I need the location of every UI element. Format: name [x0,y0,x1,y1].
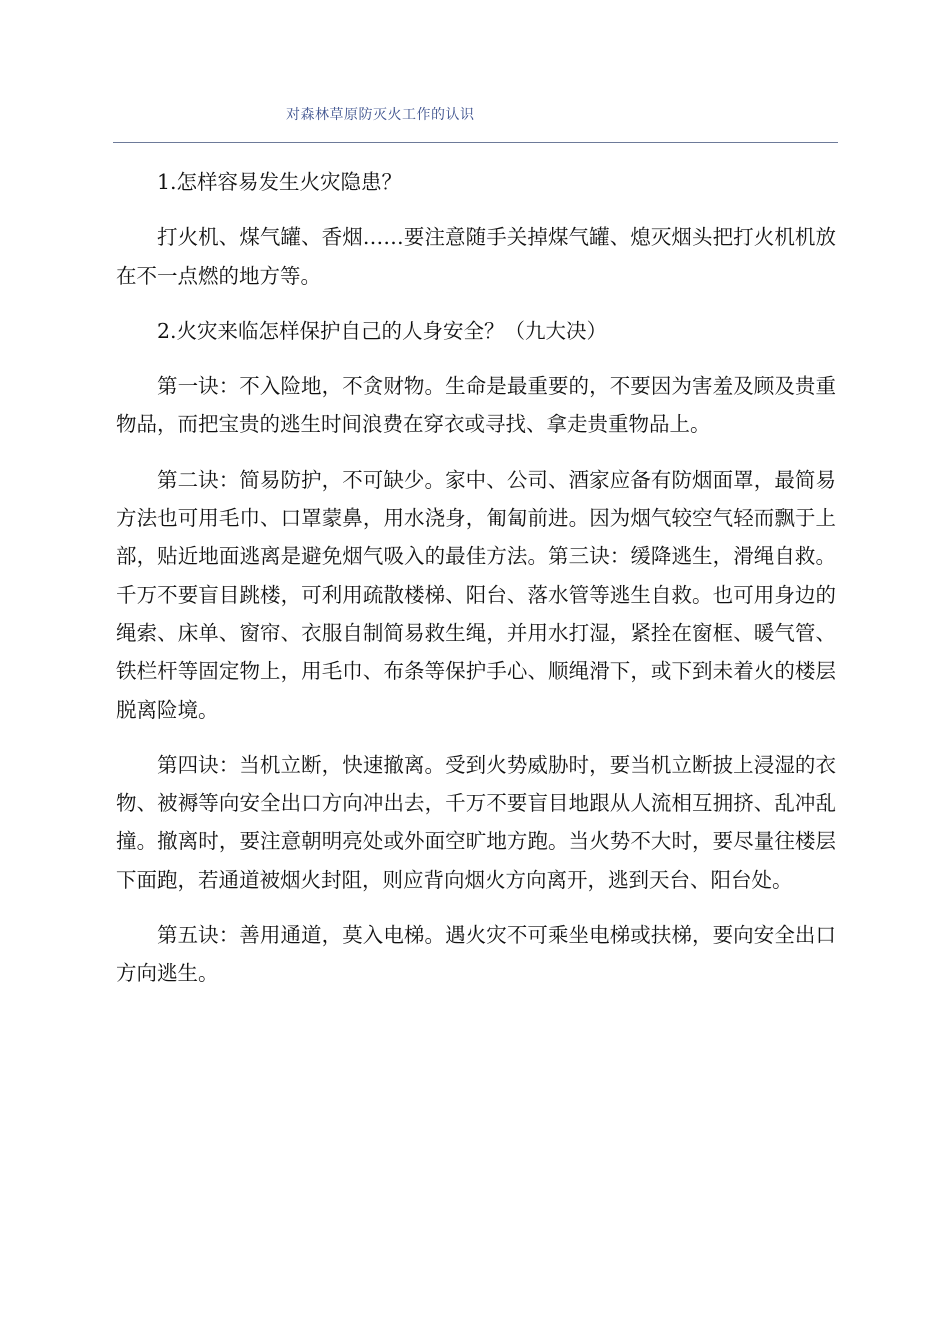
rule-2-3-paragraph: 第二诀：简易防护，不可缺少。家中、公司、酒家应备有防烟面罩，最简易方法也可用毛巾、口罩蒙鼻，用水浇身，匍匐前进。因为烟气较空气轻而飘于上部，贴近地面逃离是避免烟气吸入的最佳方法。第三诀：缓降逃生，滑绳自救。千万不要盲目跳楼，可利用疏散楼梯、阳台、落水管等逃生自救。也可用身边的绳索、床单、窗帘、衣服自制简易救生绳，并用水打湿，紧拴在窗框、暖气管、铁栏杆等固定物上，用毛巾、布条等保护手心、顺绳滑下，或下到未着火的楼层脱离险境。 [116,467,836,722]
question-1: 1.怎样容易发生火灾隐患？ [157,170,403,194]
rule-4-paragraph: 第四诀：当机立断，快速撤离。受到火势威胁时，要当机立断披上浸湿的衣物、被褥等向安全出口方向冲出去，千万不要盲目地跟从人流相互拥挤、乱冲乱撞。撤离时，要注意朝明亮处或外面空旷地方跑。当火势不大时，要尽量往楼层下面跑，若通道被烟火封阻，则应背向烟火方向离开，逃到天台、阳台处。 [116,752,836,892]
running-header-title: 对森林草原防灭火工作的认识 [286,107,475,123]
question-2: 2.火灾来临怎样保护自己的人身安全？（九大决） [157,318,608,343]
rule-5-paragraph: 第五诀：善用通道，莫入电梯。遇火灾不可乘坐电梯或扶梯，要向安全出口方向逃生。 [116,923,836,986]
document-body [116,163,836,993]
answer-1: 打火机、煤气罐、香烟……要注意随手关掉煤气罐、熄灭烟头把打火机机放在不一点燃的地方等。 [116,225,836,288]
rule-1-paragraph: 第一诀：不入险地，不贪财物。生命是最重要的，不要因为害羞及顾及贵重物品，而把宝贵的逃生时间浪费在穿衣或寻找、拿走贵重物品上。 [116,374,836,437]
header-divider [113,142,838,143]
